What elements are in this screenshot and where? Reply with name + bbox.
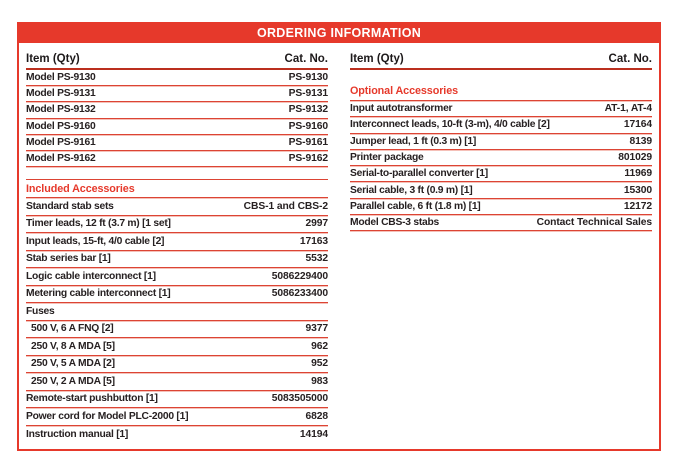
table-row <box>350 134 652 150</box>
row-label: Remote-start pushbutton [1] <box>26 393 158 405</box>
table-row <box>26 251 328 269</box>
column-header-cat: Cat. No. <box>284 53 328 65</box>
fuses-group-label: Fuses <box>26 305 55 317</box>
row-label: Parallel cable, 6 ft (1.8 m) [1] <box>350 200 481 212</box>
row-label: Logic cable interconnect [1] <box>26 270 156 282</box>
section-title-label: Included Accessories <box>26 182 135 195</box>
table-content <box>19 43 659 443</box>
row-value: 5086229400 <box>271 270 328 282</box>
row-value: PS-9132 <box>288 104 328 116</box>
row-value: PS-9130 <box>288 72 328 84</box>
column-header-cat: Cat. No. <box>608 53 652 65</box>
row-label: Power cord for Model PLC-2000 [1] <box>26 410 189 422</box>
row-value: PS-9162 <box>288 153 328 165</box>
left-column-header <box>26 43 328 70</box>
row-value: 5083505000 <box>271 393 328 405</box>
table-row <box>350 215 652 231</box>
right-column <box>350 43 652 443</box>
table-row <box>26 102 328 118</box>
row-value: 5086233400 <box>271 288 328 300</box>
ordering-information-table <box>17 22 661 451</box>
table-row <box>26 356 328 374</box>
row-value: 17164 <box>623 119 652 131</box>
row-label: Model PS-9132 <box>26 104 96 116</box>
row-label: 250 V, 8 A MDA [5] <box>31 340 115 352</box>
row-label: Interconnect leads, 10-ft (3-m), 4/0 cable [2] <box>350 119 550 131</box>
table-row <box>26 268 328 286</box>
row-value: CBS-1 and CBS-2 <box>243 200 328 212</box>
row-value: PS-9160 <box>288 120 328 132</box>
row-label: 250 V, 2 A MDA [5] <box>31 375 115 387</box>
table-row <box>26 216 328 234</box>
row-label: Model PS-9160 <box>26 120 96 132</box>
row-label: Serial-to-parallel converter [1] <box>350 168 488 180</box>
table-row <box>350 182 652 198</box>
row-value: 14194 <box>299 428 328 440</box>
ordering-information-banner <box>18 23 660 43</box>
row-value: 2997 <box>305 218 328 230</box>
row-value: 5532 <box>305 253 328 265</box>
row-label: Metering cable interconnect [1] <box>26 288 171 300</box>
row-value: 8139 <box>629 135 652 147</box>
table-row <box>26 233 328 251</box>
row-value: PS-9161 <box>288 136 328 148</box>
table-row <box>26 198 328 216</box>
row-value: 15300 <box>623 184 652 196</box>
section-title-included-accessories <box>26 179 328 198</box>
row-label: Model PS-9131 <box>26 88 96 100</box>
section-title-optional-accessories <box>350 82 652 101</box>
row-value: 17163 <box>299 235 328 247</box>
row-label: Standard stab sets <box>26 200 114 212</box>
row-value: PS-9131 <box>288 88 328 100</box>
row-label: Model PS-9161 <box>26 136 96 148</box>
row-label: Instruction manual [1] <box>26 428 129 440</box>
row-value: 952 <box>311 358 328 370</box>
table-row <box>26 286 328 304</box>
table-row <box>26 321 328 339</box>
row-label: Serial cable, 3 ft (0.9 m) [1] <box>350 184 473 196</box>
table-row <box>26 373 328 391</box>
table-row <box>350 150 652 166</box>
table-row <box>26 70 328 86</box>
right-column-header <box>350 43 652 70</box>
row-value: 11969 <box>624 168 652 180</box>
row-label: Input leads, 15-ft, 4/0 cable [2] <box>26 235 165 247</box>
table-row <box>26 426 328 444</box>
row-value: 801029 <box>618 152 652 164</box>
row-value: 962 <box>311 340 328 352</box>
row-label: 250 V, 5 A MDA [2] <box>31 358 115 370</box>
column-header-item: Item (Qty) <box>350 53 404 65</box>
row-label: Model PS-9130 <box>26 72 96 84</box>
row-value: 9377 <box>305 323 328 335</box>
row-label: Input autotransformer <box>350 103 453 115</box>
table-row <box>26 86 328 102</box>
row-label: Printer package <box>350 152 424 164</box>
column-header-item: Item (Qty) <box>26 53 80 65</box>
table-row <box>350 166 652 182</box>
row-value: AT-1, AT-4 <box>604 103 652 115</box>
table-row <box>26 338 328 356</box>
row-value: 6828 <box>305 410 328 422</box>
row-label: Stab series bar [1] <box>26 253 111 265</box>
row-value: 12172 <box>623 200 652 212</box>
row-label: Model PS-9162 <box>26 153 96 165</box>
row-label: Jumper lead, 1 ft (0.3 m) [1] <box>350 135 477 147</box>
fuses-group-label-row <box>26 303 328 321</box>
table-row <box>26 391 328 409</box>
table-row <box>26 151 328 167</box>
left-column <box>26 43 328 443</box>
banner-title: ORDERING INFORMATION <box>256 26 422 40</box>
table-row <box>350 101 652 117</box>
table-row <box>26 119 328 135</box>
table-row <box>350 199 652 215</box>
row-label: 500 V, 6 A FNQ [2] <box>31 323 114 335</box>
table-row <box>350 117 652 133</box>
section-title-label: Optional Accessories <box>350 85 459 97</box>
row-label: Timer leads, 12 ft (3.7 m) [1 set] <box>26 218 171 230</box>
row-label: Model CBS-3 stabs <box>350 217 440 229</box>
row-value: Contact Technical Sales <box>536 217 652 229</box>
table-row <box>26 135 328 151</box>
table-row <box>26 408 328 426</box>
row-value: 983 <box>311 375 328 387</box>
